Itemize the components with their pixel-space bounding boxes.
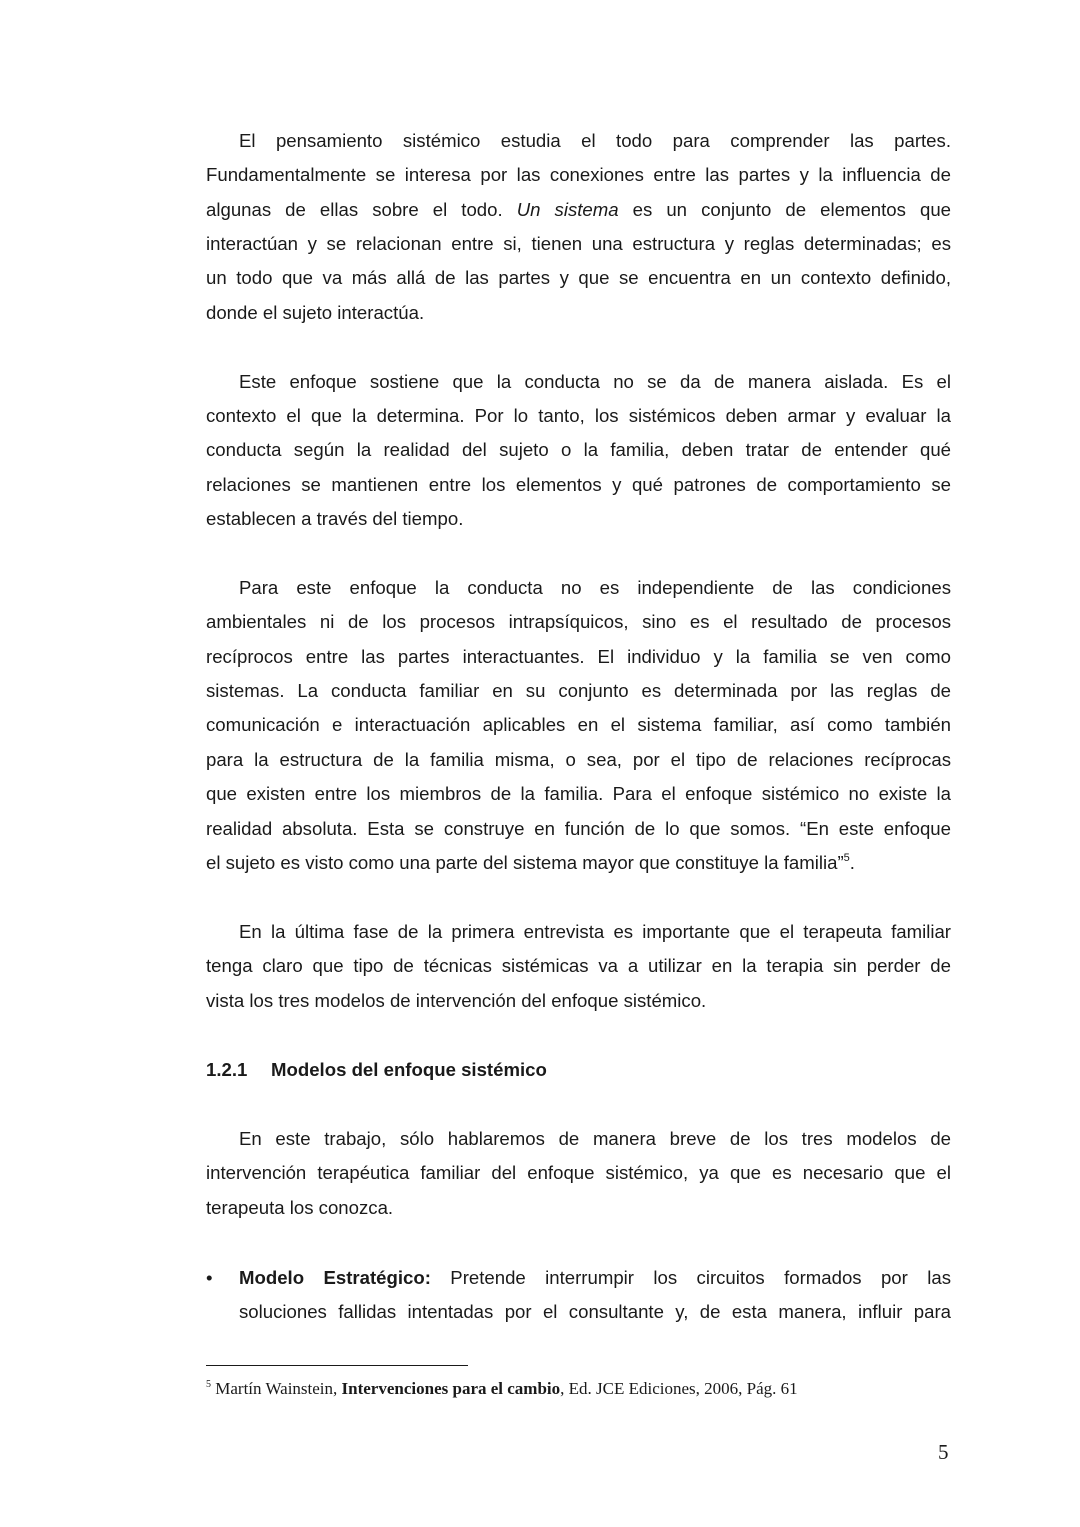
bullet-item-line-2: soluciones fallidas intentadas por el consultante y, de esta manera, influir para — [239, 1301, 951, 1322]
paragraph-1-line-4: interactúan y se relacionan entre si, tienen una estructura y reglas determinadas; es — [206, 233, 951, 254]
footnote-separator — [206, 1365, 468, 1366]
paragraph-3-line-3: recíprocos entre las partes interactuantes. El individuo y la familia se ven como — [206, 646, 951, 667]
paragraph-2-line-4: relaciones se mantienen entre los elementos y qué patrones de comportamiento se — [206, 474, 951, 495]
footnote-author: Martín Wainstein, — [215, 1379, 342, 1398]
paragraph-5-line-2: intervención terapéutica familiar del enfoque sistémico, ya que es necesario que el — [206, 1162, 951, 1183]
footnote-title: Intervenciones para el cambio — [341, 1379, 561, 1398]
italic-term: Un sistema — [516, 199, 619, 220]
paragraph-3-line-6: para la estructura de la familia misma, o sea, por el tipo de relaciones recíprocas — [206, 749, 951, 770]
bullet-item-line-1 — [239, 1266, 951, 1290]
paragraph-2-line-2: contexto el que la determina. Por lo tanto, los sistémicos deben armar y evaluar la — [206, 405, 951, 426]
line-text: Pretende interrumpir los circuitos formados por las — [450, 1267, 951, 1288]
paragraph-1-line-6: donde el sujeto interactúa. — [206, 302, 425, 323]
section-heading — [206, 1058, 547, 1082]
bullet-icon: • — [206, 1267, 213, 1288]
paragraph-3-line-4: sistemas. La conducta familiar en su conjunto es determinada por las reglas de — [206, 680, 951, 701]
paragraph-5-line-3: terapeuta los conozca. — [206, 1197, 394, 1218]
footnote-details: , Ed. JCE Ediciones, 2006, Pág. 61 — [560, 1379, 798, 1398]
paragraph-4-line-2: tenga claro que tipo de técnicas sistémicas va a utilizar en la terapia sin perder de — [206, 955, 951, 976]
paragraph-2-line-5: establecen a través del tiempo. — [206, 508, 464, 529]
line-text: el sujeto es visto como una parte del sistema mayor que constituye la familia” — [206, 852, 844, 873]
line-text: . — [849, 852, 855, 873]
paragraph-2-line-1: Este enfoque sostiene que la conducta no se da de manera aislada. Es el — [239, 371, 951, 392]
paragraph-3-line-8: realidad absoluta. Esta se construye en función de lo que somos. “En este enfoque — [206, 818, 951, 839]
bullet-item-label: Modelo Estratégico: — [239, 1267, 431, 1288]
paragraph-4-line-1: En la última fase de la primera entrevista es importante que el terapeuta familiar — [239, 921, 951, 942]
paragraph-2-line-3: conducta según la realidad del sujeto o la familia, deben tratar de entender qué — [206, 439, 951, 460]
paragraph-1-line-5: un todo que va más allá de las partes y que se encuentra en un contexto definido, — [206, 267, 951, 288]
paragraph-3-line-5: comunicación e interactuación aplicables en el sistema familiar, así como también — [206, 714, 951, 735]
line-text: algunas de ellas sobre el todo. — [206, 199, 517, 220]
paragraph-3-line-9 — [206, 851, 951, 875]
paragraph-3-line-2: ambientales ni de los procesos intrapsíquicos, sino es el resultado de procesos — [206, 611, 951, 632]
line-text: es un conjunto de elementos que — [618, 199, 952, 220]
paragraph-1-line-2: Fundamentalmente se interesa por las conexiones entre las partes y la influencia de — [206, 164, 951, 185]
footnote-marker: 5 — [206, 1379, 211, 1390]
paragraph-4-line-3: vista los tres modelos de intervención del enfoque sistémico. — [206, 990, 707, 1011]
section-number: 1.2.1 — [206, 1059, 248, 1080]
paragraph-1-line-3 — [206, 198, 951, 222]
footnote — [206, 1378, 798, 1400]
page-number: 5 — [938, 1440, 949, 1464]
paragraph-3-line-7: que existen entre los miembros de la familia. Para el enfoque sistémico no existe la — [206, 783, 951, 804]
paragraph-3-line-1: Para este enfoque la conducta no es independiente de las condiciones — [239, 577, 951, 598]
section-title: Modelos del enfoque sistémico — [271, 1059, 547, 1080]
paragraph-5-line-1: En este trabajo, sólo hablaremos de manera breve de los tres modelos de — [239, 1128, 951, 1149]
paragraph-1-line-1: El pensamiento sistémico estudia el todo para comprender las partes. — [239, 130, 951, 151]
footnote-reference[interactable]: 5 — [843, 852, 850, 864]
